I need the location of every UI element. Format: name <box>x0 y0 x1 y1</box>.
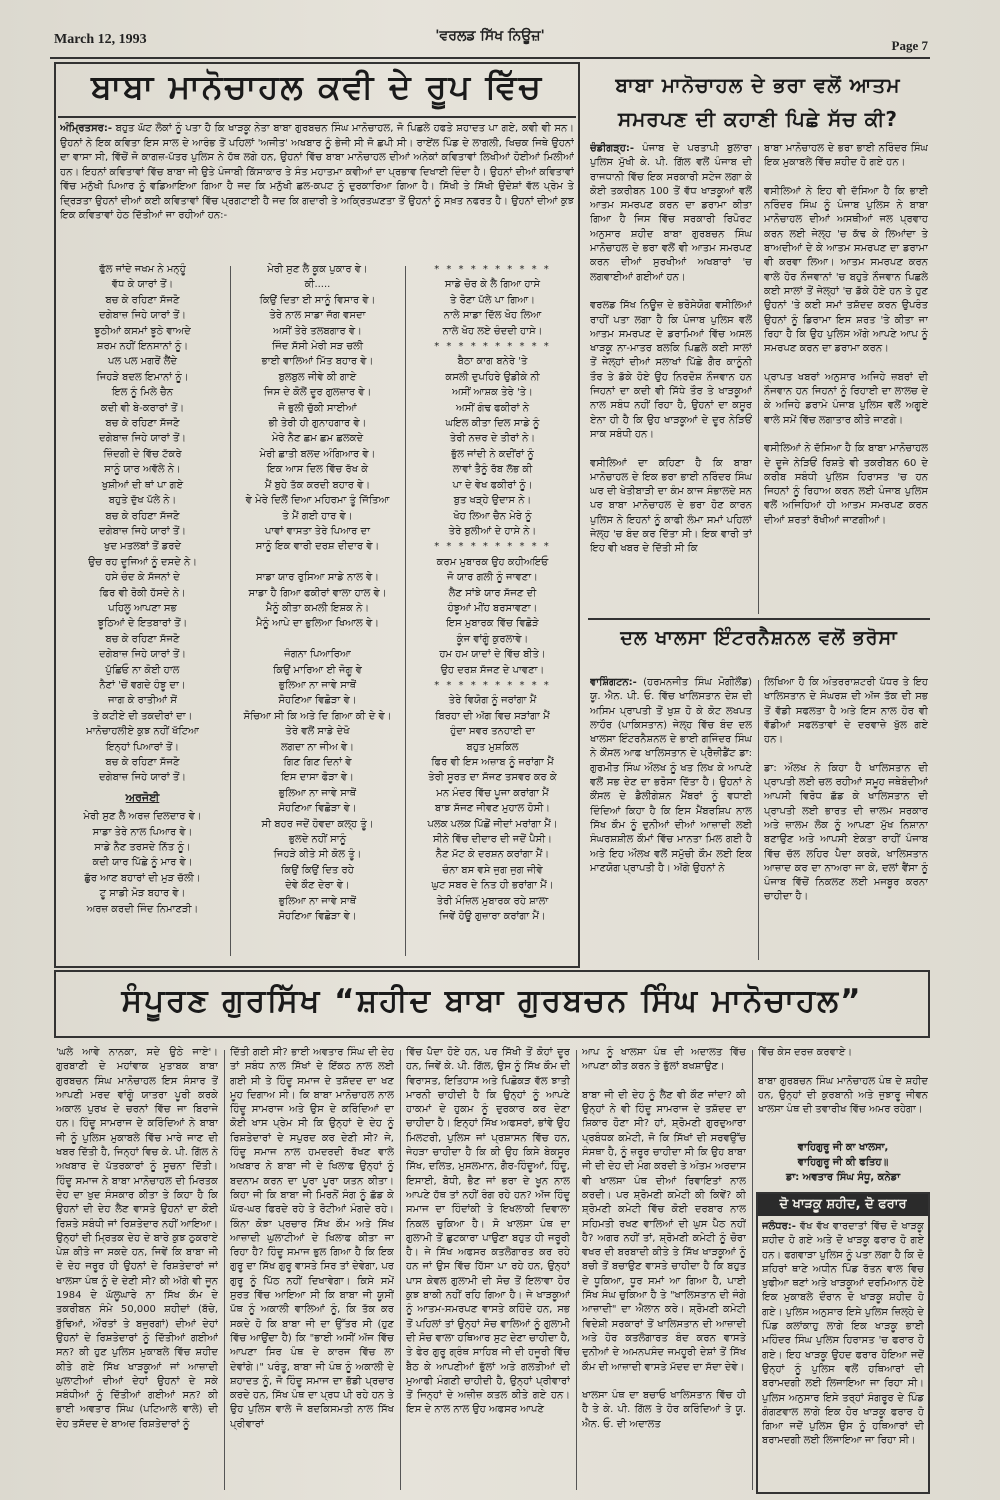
column-divider <box>752 1050 753 1490</box>
poem-line: ਨੈਣਾਂ 'ਚੋਂ ਵਗਦੇ ਹੰਝੂ ਦਾ। <box>99 679 186 691</box>
lead-text: ਬਹੁਤ ਘੱਟ ਲੋਕਾਂ ਨੂੰ ਪਤਾ ਹੈ ਕਿ ਖਾੜਕੂ ਨੇਤਾ ਬਾਬਾ ਗੁਰਬਚਨ ਸਿੰਘ ਮਾਨੋਚਾਹਲ, ਜੋ ਪਿਛਲੇ ਹਫਤੇ ਸ਼ਹਾਦਤ ਪਾ ਗਏ, ਕਵੀ ਵੀ ਸਨ। ਉਹਨਾਂ ਨੇ ਇਕ ਕਵਿਤਾ ਇਸ ਸਾਲ ਦੇ ਆਰੰਭ ਤੋਂ ਪਹਿਲਾਂ 'ਅਜੀਤ' ਅਖਬਾਰ ਨੂੰ ਭੇਜੀ ਸੀ ਜੋ ਛਪੀ ਸੀ। ਰਾਏਂਲ ਪਿੰਡ ਦੇ ਲਾਗਲੀ, ਖਿਚਕ ਜਿਥੇ ਉਹਨਾਂ ਦਾ ਵਾਸਾ ਸੀ, ਵਿੱਚੋਂ ਜੋ ਕਾਗਜ਼-ਪੱਤਰ ਪੁਲਿਸ ਨੇ ਹੱਥ ਲਗੇ ਹਨ, ਉਹਨਾਂ ਵਿੱਚ ਬਾਬਾ ਮਾਨੋਚਾਹਲ ਦੀਆਂ ਅਨੇਕਾਂ ਕਵਿਤਾਵਾਂ ਲਿਖੀਆਂ ਹੋਈਆਂ ਮਿਲੀਆਂ ਹਨ। ਇਹਨਾਂ ਕਵਿਤਾਵਾਂ ਵਿੱਚ ਬਾਬਾ ਜੀ ਉਤੇ ਪੰਜਾਬੀ ਕਿੱਸਾਕਾਰ ਤੇ ਸੰਤ ਮਹਾਤਮਾ ਕਵੀਆਂ ਦਾ ਪ੍ਰਭਾਵ ਦਿਖਾਈ ਦਿੰਦਾ ਹੈ। ਉਹਨਾਂ ਦੀਆਂ ਕਵਿਤਾਵਾਂ ਵਿੱਚ ਮਨੁੱਖੀ ਪਿਆਰ ਨੂੰ ਵਡਿਆਇਆ ਗਿਆ ਹੈ ਜਦ ਕਿ ਮਨੁੱਖੀ ਛਲ-ਕਪਟ ਨੂੰ ਦੁਰਕਾਰਿਆ ਗਿਆ ਹੈ। ਸਿੱਖੀ ਤੇ ਸਿੱਖੀ ਉਦੇਸ਼ਾਂ ਵੱਲ ਪ੍ਰੇਮ ਤੇ ਦ੍ਰਿੜਤਾ ਉਹਨਾਂ ਦੀਆਂ ਕਈ ਕਵਿਤਾਵਾਂ ਵਿੱਚ ਪ੍ਰਗਟਾਈ ਹੈ ਜਦ ਕਿ ਗਦਾਰੀ ਤੇ ਅਕ੍ਰਿਤਘਣਤਾ ਤੋਂ ਉਹਨਾਂ ਨੂੰ ਸਖ਼ਤ ਨਫਰਤ ਹੈ। ਉਹਨਾਂ ਦੀਆਂ ਕੁਝ ਇਕ ਕਵਿਤਾਵਾਂ ਹੇਠ ਦਿੱਤੀਆਂ ਜਾ ਰਹੀਆਂ ਹਨ:- <box>60 123 574 221</box>
article-surrender-headline: ਬਾਬਾ ਮਾਨੋਚਾਹਲ ਦੇ ਭਰਾ ਵਲੋਂ ਆਤਮ ਸਮਰਪਣ ਦੀ ਕਹਾਣੀ ਪਿਛੇ ਸੱਚ ਕੀ? <box>615 73 901 131</box>
poem-line: ਨਾਲੇ ਖੋਹ ਲਏ ਚੰਦਦੀ ਹਾਸੇ। <box>442 325 543 337</box>
column-divider <box>230 266 231 956</box>
poem-line: ਸੋਹਣਿਆ ਵਿਛੋੜਾ ਵੇ। <box>278 803 357 815</box>
poem-line: ਉਹ ਦਰਸ਼ ਸੱਜਣ ਦੇ ਪਾਵਣਾ। <box>440 664 545 676</box>
poem-line: ਬੈਠਾ ਕਾਗ ਬਨੇਰੇ 'ਤੇ <box>457 356 528 368</box>
poem-line: ਵੇ ਮੇਰੇ ਦਿਲੋਂ ਦਿਆ ਮਹਿਰਮਾ ਤੂੰ ਜਿੱਤਿਆ <box>245 495 390 507</box>
poem-column-1 <box>60 262 225 962</box>
poem-line: ਲਗਦਾ ਨਾ ਜੀਅ ਵੇ। <box>281 741 354 753</box>
article-militants-headline: ਦੋ ਖਾੜਕੂ ਸ਼ਹੀਦ, ਦੋ ਫਰਾਰ <box>758 1194 928 1216</box>
poem-line: ਦੇਵੇ ਕੌਣ ਦੇਰਾ ਵੇ। <box>285 880 350 892</box>
poem-line: ਕੂੰਜ ਵਾਂਗੂੰ ਕੁਰਲਾਵੇ। <box>456 633 529 645</box>
poem-line: ਬਚ ਕੇ ਰਹਿਣਾ ਸੱਜਣੋ <box>105 294 180 306</box>
poem-line: ਪਾ ਦੇ ਵੇਖ ਫਕੀਰਾਂ ਨੂੰ। <box>452 479 533 491</box>
poem-line: ਚੰਨਾ ਬਸ ਵਸੇ ਜੁਗ ਜੁਗ ਜੀਵੇ <box>442 864 543 876</box>
poem-line: ਭੀ ਤੇਰੀ ਹੀ ਗੁਨਾਹਗਾਰ ਵੇ। <box>268 418 367 430</box>
poem-line: ਬੁਲਬੁਲ ਜੀਵੇ ਕੀ ਗਾਏ <box>278 371 357 383</box>
poem-line: ਬਿਰਹਾ ਦੀ ਅੱਗ ਵਿਚ ਸੜਾਂਗਾ ਮੈਂ <box>435 710 550 722</box>
poem-line: ਤੇਰੀ ਨਜ਼ਰ ਦੇ ਤੀਰਾਂ ਨੇ। <box>449 433 536 445</box>
poem-line: * * * * * * * * * * <box>434 541 551 553</box>
poem-line: ਝੂਠਿਆਂ ਦੇ ਇਤਬਾਰਾਂ ਤੋਂ। <box>97 618 188 630</box>
poem-line: ਦਗੇਬਾਜ਼ ਜਿਹੇ ਯਾਰਾਂ ਤੋਂ। <box>99 649 186 661</box>
article-tribute-col-5: ਵਿੱਚ ਕੇਸ ਦਰਜ਼ ਕਰਵਾਏ। ਬਾਬਾ ਗੁਰਬਚਨ ਸਿੰਘ ਮਾਨੋਚਾਹਲ ਪੰਥ ਦੇ ਸ਼ਹੀਦ ਹਨ, ਉਨ੍ਹਾਂ ਦੀ ਕੁਰਬਾਨੀ ਅਤੇ ਜੁਝਾਰੂ ਜੀਵਨ ਖਾਲਸਾ ਪੰਥ ਦੀ ਤਵਾਰੀਖ ਵਿੱਚ ਅਮਰ ਰਹੇਗਾ। <box>758 1047 928 1116</box>
poem-line: ਨੈਣ ਮੱਟ ਕੇ ਦਰਸ਼ਨ ਕਰਾਂਗਾ ਮੈਂ। <box>435 849 550 861</box>
poem-line: ਵੱਧ ਕੇ ਯਾਰਾਂ ਤੋਂ। <box>111 279 174 291</box>
poem-line: ਤੇਰੀ ਸੂਰਤ ਦਾ ਸੱਜਣ ਤਸਵਰ ਕਰ ਕੇ <box>428 772 557 784</box>
poem-line: ਜਾਗ ਕੇ ਰਾਤੀਆਂ ਸੋਂ <box>108 695 177 707</box>
poem-line: * * * * * * * * * * <box>434 679 551 691</box>
dateline: ਚੰਡੀਗੜ੍ਹ:- <box>590 143 635 154</box>
poem-line: ਮਾਨੋਚਾਹਲੀਏ ਕੁਝ ਨਹੀਂ ਖੱਟਿਆ <box>86 726 199 738</box>
column-divider <box>758 146 759 614</box>
poem-line: ਕਦੀ ਵੀ ਬੇ-ਕਰਾਰਾਂ ਤੋਂ। <box>100 402 185 414</box>
poem-line: ਬਚ ਕੇ ਰਹਿਣਾ ਸੱਜਣੋ <box>105 757 180 768</box>
poem-line: ਜੋ ਭੁਲੀ ਚੁੱਕੀ ਸਾਈਆਂ <box>278 402 357 414</box>
poem-line: ਅਸੀਂ ਗੰਢ ਫਕੀਰਾਂ ਨੇ <box>456 402 529 414</box>
article-text: ਪੰਜਾਬ ਦੇ ਪਰਤਾਪੀ ਬੁਲਾਰਾ ਪੁਲਿਸ ਮੁੱਖੀ ਕੇ. ਪੀ. ਗਿੱਲ ਵਲੋਂ ਪੰਜਾਬ ਦੀ ਰਾਜਧਾਨੀ ਵਿੱਚ ਇਕ ਸਰਕਾਰੀ ਸਟੇਜ ਲਗਾ ਕੇ ਕੋਈ ਤਕਰੀਬਨ 100 ਤੋਂ ਵੱਧ ਖਾੜਕੂਆਂ ਵਲੋਂ ਆਤਮ ਸਮਰਪਣ ਕਰਨ ਦਾ ਡਰਾਮਾ ਕੀਤਾ ਗਿਆ ਹੈ ਜਿਸ ਵਿੱਚ ਸਰਕਾਰੀ ਰਿਪੋਰਟ ਅਨੁਸਾਰ ਸ਼ਹੀਦ ਬਾਬਾ ਗੁਰਬਚਨ ਸਿੰਘ ਮਾਨੋਚਾਹਲ ਦੇ ਭਰਾ ਵਲੋਂ ਵੀ ਆਤਮ ਸਮਰਪਣ ਕਰਨ ਦੀਆਂ ਸੁਰਖੀਆਂ ਅਖਬਾਰਾਂ 'ਚ ਲਗਵਾਈਆਂ ਗਈਆਂ ਹਨ। ਵਰਲਡ ਸਿੱਖ ਨਿਊਜ਼ ਦੇ ਭਰੋਸੇਯੋਗ ਵਸੀਲਿਆਂ ਰਾਹੀਂ ਪਤਾ ਲਗਾ ਹੈ ਕਿ ਪੰਜਾਬ ਪੁਲਿਸ ਵਲੋਂ ਆਤਮ ਸਮਰਪਣ ਦੇ ਡਰਾਮਿਆਂ ਵਿੱਚ ਅਸਲ ਖਾੜਕੂ ਨਾ-ਮਾਤਰ ਬਲਕਿ ਪਿਛਲੇ ਕਈ ਸਾਲਾਂ ਤੋਂ ਜੇਲ੍ਹਾਂ ਦੀਆਂ ਸਲਾਖਾਂ ਪਿੱਛੇ ਗੈਰ ਕਾਨੂੰਨੀ ਤੌਰ ਤੇ ਡੱਕੇ ਹੋਏ ਉਹ ਨਿਰਦੋਸ਼ ਨੌਜਵਾਨ ਹਨ ਜਿਹਨਾਂ ਦਾ ਕਦੀ ਵੀ ਸਿੱਧੇ ਤੌਰ ਤੇ ਖਾੜਕੂਆਂ ਨਾਲ ਸਬੰਧ ਨਹੀਂ ਰਿਹਾ ਹੈ, ਉਹਨਾਂ ਦਾ ਕਸੂਰ ਏਨਾ ਹੀ ਹੈ ਕਿ ਉਹ ਖਾੜਕੂਆਂ ਦੇ ਦੂਰ ਨੇੜਿਓਂ ਸਾਕ ਸਬੰਧੀ ਹਨ। ਵਸੀਲਿਆਂ ਦਾ ਕਹਿਣਾ ਹੈ ਕਿ ਬਾਬਾ ਮਾਨੋਚਾਹਲ ਦੇ ਇਕ ਭਰਾ ਭਾਈ ਨਰਿੰਦਰ ਸਿੰਘ ਘਰ ਦੀ ਖੇਤੀਬਾੜੀ ਦਾ ਕੰਮ ਕਾਜ ਸੰਭਾਲਦੇ ਸਨ ਪਰ ਬਾਬਾ ਮਾਨੋਚਾਹਲ ਦੇ ਭਰਾ ਹੋਣ ਕਾਰਨ ਪੁਲਿਸ ਨੇ ਇਹਨਾਂ ਨੂੰ ਕਾਫੀ ਲੰਮਾ ਸਮਾਂ ਪਹਿਲਾਂ ਜੇਲ੍ਹ 'ਚ ਬੰਦ ਕਰ ਦਿੱਤਾ ਸੀ। ਇਕ ਵਾਰੀ ਤਾਂ ਇਹ ਵੀ ਖਬਰ ਦੇ ਦਿੱਤੀ ਸੀ ਕਿ <box>590 143 752 555</box>
signoff-line: ਡਾ: ਅਵਤਾਰ ਸਿੰਘ ਸੰਧੂ, ਕਨੇਡਾ <box>785 1172 901 1183</box>
poem-line: ਮੈਨੂੰ ਕੀਤਾ ਕਮਲੀ ਇਸ਼ਕ ਨੇ। <box>265 602 370 614</box>
poem-line: ਗਿਣ ਗਿਣ ਦਿਨਾਂ ਵੇ <box>283 757 352 768</box>
poem-line: ਮੈਂ ਬੁਹੇ ਤੱਕ ਕਰਦੀ ਬਹਾਰ ਵੇ। <box>264 479 371 491</box>
poem-line: ਬਹੁਤੇ ਦੁੱਖ ਪੱਲੇ ਨੇ। <box>108 495 177 507</box>
poem-line: ਇਸ ਮੁਬਾਰਕ ਵਿੱਚ ਵਿਛੋੜੇ <box>446 618 539 630</box>
poem-line: ਨਾਲੇ ਸਾਡਾ ਦਿੱਲ ਖੋਹ ਲਿਆ <box>443 310 542 322</box>
poem-line: ਭੁਲਿਆ ਨਾ ਜਾਵੇ ਸਾਥੋਂ <box>278 679 357 691</box>
poem-line: ਭੁਲਦੇ ਨਹੀਂ ਸਾਨੂੰ <box>288 834 347 846</box>
poem-line: ਭੁਲਿਆ ਨਾ ਜਾਵੇ ਸਾਥੋਂ <box>278 787 357 799</box>
poem-line: ਮੇਰੇ ਨੈਣ ਛਮ ਛਮ ਛਲਕਦੇ <box>271 433 364 445</box>
poem-line: ਸ਼ਰਮ ਨਹੀਂ ਇਨਸਾਨਾਂ ਨੂੰ। <box>96 341 189 353</box>
poem-line <box>235 632 400 647</box>
column-divider <box>400 1050 401 1490</box>
poem-line: ਫਿਰ ਵੀ ਇਸ ਅਜ਼ਾਬ ਨੂੰ ਜਰਾਂਗਾ ਮੈਂ <box>431 757 554 768</box>
poem-line: ਲੈਣ ਸਾਂਝੇ ਯਾਰ ਸੱਜਣ ਦੀ <box>448 587 537 599</box>
poem-line: ਅਸੀਂ ਆਸ਼ਕ ਤੇਰੇ 'ਤੇ। <box>452 387 533 399</box>
poem-line: ਅਰਜ਼ ਕਰਦੀ ਜਿੰਦ ਨਿਮਾਣੜੀ। <box>86 903 199 915</box>
poem-line: ਪਾਵਾਂ ਵਾਸਤਾ ਤੇਰੇ ਪਿਆਰ ਦਾ <box>265 525 370 537</box>
poem-line: ਦਗੇਬਾਜ਼ ਜਿਹੇ ਯਾਰਾਂ ਤੋਂ। <box>99 772 186 784</box>
poem-line: ਖੋਹ ਲਿਆ ਚੈਨ ਮੇਰੇ ਨੂੰ <box>453 510 532 522</box>
poem-line: ਭੁੱਲ ਜਾਂਦੀ ਨੇ ਕਦੀਂਰਾਂ ਨੂੰ <box>451 448 534 460</box>
poem-line: ਜ਼ਿੰਦਗੀ ਦੇ ਵਿੱਚ ਟੱਕਰੇ <box>103 448 182 460</box>
poem-line: ਤੇ ਰੋਣਾ ਪੱਲੇ ਪਾ ਗਿਆ। <box>449 294 535 306</box>
poem-line: ਘਇਲ ਕੀਤਾ ਦਿਲ ਸਾਡੇ ਨੂੰ <box>445 418 540 430</box>
paper-name: 'ਵਰਲਡ ਸਿੱਖ ਨਿਊਜ਼' <box>435 28 545 44</box>
poem-line: ਕਦੀ ਯਾਰ ਪਿੱਛੇ ਨੂੰ ਮਾਰ ਵੇ। <box>92 857 193 869</box>
poem-line: ਬਾਝ ਸੱਜਣ ਜੀਵਣ ਮੁਹਾਲ ਹੋਸੀ। <box>434 803 550 815</box>
poem-line: ਅਸੀਂ ਤੇਰੇ ਤਲਬਗਾਰ ਵੇ। <box>273 325 362 337</box>
column-divider <box>576 1050 577 1490</box>
poem-line: ਫਿਰ ਵੀ ਰੋਕੀ ਹੱਸਦੇ ਨੇ। <box>99 587 186 599</box>
poem-line: ਝੂਠੀਆਂ ਕਸਮਾਂ ਝੂਠੇ ਵਾਅਦੇ <box>94 325 191 337</box>
poem-line: ਮਨ ਮੰਦਰ ਵਿੱਚ ਪੂਜਾ ਕਰਾਂਗਾ ਮੈਂ <box>436 787 549 799</box>
poem-line: ਬਚ ਕੇ ਰਹਿਣਾ ਸੱਜਣੋ <box>105 510 180 522</box>
poem-line: ਖੁਸ਼ੀਆਂ ਦੀ ਥਾਂ ਪਾ ਗਏ <box>101 479 184 491</box>
article-tribute-col-1: 'ਘਲੇ ਆਵੇ ਨਾਨਕਾ, ਸਦੇ ਉਠੇ ਜਾਏ'। ਗੁਰਬਾਣੀ ਦੇ ਮਹਾਂਵਾਕ ਮੁਤਾਬਕ ਬਾਬਾ ਗੁਰਬਚਨ ਸਿੰਘ ਮਾਨੋਚਾਹਲ ਇਸ ਸੰਸਾਰ ਤੋਂ ਆਪਣੀ ਮਰਦ ਵਾਂਗੂੰ ਯਾਤਰਾ ਪੂਰੀ ਕਰਕੇ ਅਕਾਲ ਪੁਰਖ ਦੇ ਚਰਨਾਂ ਵਿੱਚ ਜਾ ਬਿਰਾਜੇ ਹਨ। ਹਿੰਦੂ ਸਾਮਰਾਜ ਦੇ ਕਰਿੰਦਿਆਂ ਨੇ ਬਾਬਾ ਜੀ ਨੂੰ ਪੁਲਿਸ ਮੁਕਾਬਲੇ ਵਿੱਚ ਮਾਰੇ ਜਾਣ ਦੀ ਖਬਰ ਦਿੱਤੀ ਹੈ, ਜਿਨ੍ਹਾਂ ਵਿਚ ਕੇ. ਪੀ. ਗਿੱਲ ਨੇ ਅਖਬਾਰ ਦੇ ਪੱਤਰਕਾਰਾਂ ਨੂੰ ਸੂਚਨਾ ਦਿੱਤੀ। ਹਿੰਦੂ ਸਮਾਜ ਨੇ ਬਾਬਾ ਮਾਨੋਚਾਹਲ ਦੀ ਮਿਰਤਕ ਦੇਹ ਦਾ ਖੁਦ ਸੰਸਕਾਰ ਕੀਤਾ ਤੇ ਕਿਹਾ ਹੈ ਕਿ ਉਹਨਾਂ ਦੀ ਦੇਹ ਲੈਣ ਵਾਸਤੇ ਉਹਨਾਂ ਦਾ ਕੋਈ ਰਿਸ਼ਤੇ ਸਬੰਧੀ ਜਾਂ ਰਿਸ਼ਤੇਦਾਰ ਨਹੀਂ ਆਇਆ। ਉਨ੍ਹਾਂ ਦੀ ਮ੍ਰਿਤਕ ਦੇਹ ਦੇ ਬਾਰੇ ਕੁਝ ਠੁਕਰਾਏ ਪੇਸ਼ ਕੀਤੇ ਜਾ ਸਕਦੇ ਹਨ, ਜਿਵੇਂ ਕਿ ਬਾਬਾ ਜੀ ਦੇ ਦੇਹ ਜਰੂਰ ਹੀ ਉਹਨਾਂ ਦੇ ਰਿਸ਼ਤੇਦਾਰਾਂ ਜਾਂ ਖਾਲਸਾ ਪੰਥ ਨੂੰ ਦੇ ਦੇਣੀ ਸੀ? ਕੀ ਅੱਗੇ ਵੀ ਜੂਨ 1984 ਦੇ ਘੱਲੂਘਾਰੇ ਨਾ ਸਿੱਖ ਕੌਮ ਦੇ ਤਕਰੀਬਨ ਸੰਮੇ 50,000 ਸ਼ਹੀਦਾਂ (ਬੱਚੇ, ਬੁੱਢਿਆਂ, ਔਰਤਾਂ ਤੇ ਬਜੁਰਗਾਂ) ਦੀਆਂ ਦੇਹਾਂ ਉਹਨਾਂ ਦੇ ਰਿਸ਼ਤੇਦਾਰਾਂ ਨੂੰ ਦਿੱਤੀਆਂ ਗਈਆਂ ਸਨ? ਕੀ ਹੁਣ ਪੁਲਿਸ ਮੁਕਾਬਲੇ ਵਿੱਚ ਸ਼ਹੀਦ ਕੀਤੇ ਗਏ ਸਿੱਖ ਖਾੜਕੂਆਂ ਜਾਂ ਆਜ਼ਾਦੀ ਘੁਲਾਟੀਆਂ ਦੀਆਂ ਦੇਹਾਂ ਉਹਨਾਂ ਦੇ ਸਕੇ ਸਬੰਧੀਆਂ ਨੂੰ ਦਿੱਤੀਆਂ ਗਈਆਂ ਸਨ? ਕੀ ਭਾਈ ਅਵਤਾਰ ਸਿੰਘ (ਪਟਿਆਲੇ ਵਾਲੇ) ਦੀ ਦੇਹ ਤਸੱਦਦ ਦੇ ਬਾਅਦ ਰਿਸ਼ਤੇਦਾਰਾਂ ਨੂੰ <box>56 1047 218 1430</box>
poem-column-2 <box>235 262 400 962</box>
poem-line: ਜੋ ਯਾਰ ਗਲੀ ਨੂੰ ਜਾਵਣਾ। <box>447 572 538 584</box>
article-dalkhalsa-col-2: ਲਿਖਿਆ ਹੈ ਕਿ ਅੰਤਰਰਾਸ਼ਟਰੀ ਪੱਧਰ ਤੇ ਇਹ ਖਾਲਿਸਤਾਨ ਦੇ ਸੰਘਰਸ਼ ਦੀ ਅੱਜ ਤੱਕ ਦੀ ਸਭ ਤੋਂ ਵੱਡੀ ਸਫਲਤਾ ਹੈ ਅਤੇ ਇਸ ਨਾਲ ਹੋਰ ਵੀ ਵੱਡੀਆਂ ਸਫਲਤਾਵਾਂ ਦੇ ਦਰਵਾਜ਼ੇ ਖੁੱਲ ਗਏ ਹਨ। ਡਾ: ਔਲਖ ਨੇ ਕਿਹਾ ਹੈ ਖਾਲਿਸਤਾਨ ਦੀ ਪ੍ਰਾਪਤੀ ਲਈ ਚਲ ਰਹੀਆਂ ਸਮੂਹ ਜਥੇਬੰਦੀਆਂ ਆਪਸੀ ਵਿਰੋਧ ਛੱਡ ਕੇ ਖਾਲਿਸਤਾਨ ਦੀ ਪ੍ਰਾਪਤੀ ਲਈ ਭਾਰਤ ਦੀ ਜ਼ਾਲਮ ਸਰਕਾਰ ਅਤੇ ਜ਼ਾਲਮ ਲੋਕ ਨੂੰ ਆਪਣਾ ਮੁੱਖ ਨਿਸ਼ਾਨਾ ਬਣਾਉਣ ਅਤੇ ਆਪਸੀ ਏਕਤਾ ਰਾਹੀਂ ਪੰਜਾਬ ਵਿੱਚ ਚੱਲ ਲਹਿਰ ਪੈਦਾ ਕਰਕੇ, ਖਾਲਿਸਤਾਨ ਆਜ਼ਾਦ ਕਰ ਦਾ ਨਾਅਰਾ ਜਾ ਕੇ, ਦਲਾਂ ਵੈਂਸਾ ਨੂੰ ਪੰਜਾਬ ਵਿੱਚੋਂ ਨਿਕਲਣ ਲਈ ਮਜਬੂਰ ਕਰਨਾ ਚਾਹੀਦਾ ਹੈ। <box>764 677 928 903</box>
poem-line: ਇਸ ਦਾਸਾ ਫੋੜਾ ਵੇ। <box>281 772 354 784</box>
poem-line: ਤੇਰੇ ਬੁਲੀਆਂ ਦੇ ਹਾਸੇ ਨੇ। <box>448 525 537 537</box>
poem-line: ਮੇਰੀ ਸੁਣ ਲੈ ਅਰਜ਼ ਦਿਲਦਾਰ ਵੇ। <box>83 811 202 823</box>
poem-line: ਇਨ੍ਹਾਂ ਪਿਆਰਾਂ ਤੋਂ। <box>106 741 179 753</box>
poem-line: ਮੇਰੀ ਛਾਤੀ ਬਲਦ ਅੰਗਿਆਰ ਵੇ। <box>259 448 376 460</box>
column-divider <box>224 1050 225 1490</box>
poem-line: ਸਾਨੂੰ ਇਕ ਵਾਰੀ ਦਰਸ਼ ਦੀਦਾਰ ਵੇ। <box>255 541 380 553</box>
poem-line: ਲਾਵਾਂ ਤੈਨੂੰ ਰੱਬ ਲੱਭ ਕੀ <box>452 464 533 476</box>
article-poet-headline: ਬਾਬਾ ਮਾਨੋਚਾਹਲ ਕਵੀ ਦੇ ਰੂਪ ਵਿੱਚ <box>91 67 543 106</box>
poem-line: ਸਾਡਾ ਤੇਰੇ ਨਾਲ ਪਿਆਰ ਵੇ। <box>92 826 193 838</box>
poem-line: ਬਚ ਕੇ ਰਹਿਣਾ ਸੱਜਣੋ <box>105 633 180 645</box>
poem-column-3 <box>410 262 575 962</box>
poem-line: ਤੇਰੇ ਵਿਯੋਗ ਨੂੰ ਜਰਾਂਗਾ ਮੈਂ <box>448 695 537 707</box>
poem-line: ਹੰਝੂਆਂ ਮੀਂਹ ਬਰਸਾਵਣਾ। <box>447 602 538 614</box>
poem-line: ਸਾਡੇ ਚੋਰ ਕੇ ਲੈ ਗਿਆ ਹਾਸੇ <box>444 279 541 291</box>
poem-line: ਇਲ ਨੂੰ ਮਿਲੇ ਚੈਨ <box>111 387 174 399</box>
poem-line: ਦਗੇਬਾਜ਼ ਜਿਹੇ ਯਾਰਾਂ ਤੋਂ। <box>99 433 186 445</box>
column-divider <box>758 680 759 960</box>
poem-line: ਤੇਰੀ ਮੰਜ਼ਿਲ ਮੁਬਾਰਕ ਰਹੇ ਸ਼ਾਲਾ <box>436 895 549 907</box>
poem-line: ਹਸੇ ਚੰਦ ਕੇ ਸੱਜਨਾਂ ਦੇ <box>105 572 180 584</box>
poem-line: ਹੁੰਦਾ ਸਵਰ ਤਨਹਾਈ ਦਾ <box>450 726 535 738</box>
poem-line: ਭੁਲਿਆ ਨਾ ਜਾਵੇ ਸਾਥੋਂ <box>278 895 357 907</box>
poem-line: ਪਲਕ ਪਲਕ ਪਿੱਛੋਂ ਜੀਦਾਂ ਮਰਾਂਗਾ ਮੈਂ। <box>427 818 558 830</box>
poem-line: ਕਿਉਂ ਦਿਤਾ ਈ ਸਾਨੂੰ ਵਿਸਾਰ ਵੇ। <box>259 294 376 306</box>
article-dalkhalsa-col-1 <box>590 676 752 962</box>
poem-line: ਕਸਲੀ ਦੁਪਹਿਰੇ ਉਡੀਕੇ ਨੀ <box>445 371 540 383</box>
poem-line: ਖੁਦ ਮਤਲਬਾਂ ਤੋਂ ਡਰਦੇ <box>103 541 182 553</box>
poem-line: ਕਿਉਂ ਕਿਉਂ ਦਿਤ ਰਹੇ <box>281 864 354 876</box>
poem-line: ਬੁਤ ਖੜ੍ਹੇ ਉਦਾਸ ਨੇ। <box>453 495 532 507</box>
poem-line: ਸੀਨੇ ਵਿੱਚ ਦੀਦਾਰ ਦੀ ਜਦੋਂ ਪੈਸੀ। <box>433 834 552 846</box>
article-tribute-col-2: ਦਿੱਤੀ ਗਈ ਸੀ? ਭਾਈ ਅਵਤਾਰ ਸਿੰਘ ਦੀ ਦੇਹ ਤਾਂ ਸਬੰਧ ਨਾਲ ਸਿੱਖਾਂ ਦੇ ਇੱਕਠ ਨਾਲ ਲਈ ਗਈ ਸੀ ਤੇ ਹਿੰਦੂ ਸਮਾਜ ਦੇ ਤਸ਼ੱਦਦ ਦਾ ਖਣ ਮੂਹ ਦਿਗਾਅ ਸੀ। ਕਿ ਬਾਬਾ ਮਾਨੋਚਾਹਲ ਨਾਲ ਹਿੰਦੂ ਸਾਮਰਾਜ ਅਤੇ ਉਸ ਦੇ ਕਰਿੰਦਿਆਂ ਦਾ ਕੋਈ ਖਾਸ ਪ੍ਰੇਮ ਸੀ ਕਿ ਉਨ੍ਹਾਂ ਦੇ ਦੇਹ ਨੂੰ ਰਿਸ਼ਤੇਦਾਰਾਂ ਦੇ ਸਪੁਰਦ ਕਰ ਦੇਣੀ ਸੀ? ਜੇ, ਹਿੰਦੂ ਸਮਾਜ ਨਾਲ ਹਮਦਰਦੀ ਰੱਖਣ ਵਾਲੇ ਅਖਬਾਰ ਨੇ ਬਾਬਾ ਜੀ ਦੇ ਖਿਲਾਫ ਉਨ੍ਹਾਂ ਨੂੰ ਬਦਨਾਮ ਕਰਨ ਦਾ ਪੂਰਾ ਪੂਰਾ ਯਤਨ ਕੀਤਾ। ਕਿਹਾ ਜੀ ਕਿ ਬਾਬਾ ਜੀ ਮਿਰਨੋਂ ਸੰਗ ਨੂੰ ਛੱਡ ਕੇ ਘੱਰ-ਘਰ ਫਿਰਦੇ ਰਹੇ ਤੇ ਰੋਟੀਆਂ ਮੰਗਦੇ ਰਹੇ। ਕਿੰਨਾ ਕੋਝਾ ਪ੍ਰਚਾਰ ਸਿੱਖ ਕੌਮ ਅਤੇ ਸਿੱਖ ਆਜ਼ਾਦੀ ਘੁਲਾਟੀਆਂ ਦੇ ਖਿਲਾਫ ਕੀਤਾ ਜਾ ਰਿਹਾ ਹੈ? ਹਿੰਦੂ ਸਮਾਜ ਭੁਲ ਗਿਆ ਹੈ ਕਿ ਇਕ ਗੁਰੂ ਦਾ ਸਿੱਖ ਗੁਰੂ ਵਾਸਤੇ ਸਿਰ ਤਾਂ ਦੇਵੇਗਾ, ਪਰ ਗੁਰੂ ਨੂੰ ਪਿੱਠ ਨਹੀਂ ਦਿਖਾਵੇਗਾ। ਕਿਸੇ ਸਮੇਂ ਸੁਰਤ ਵਿੱਚ ਆਇਆ ਸੀ ਕਿ ਬਾਬਾ ਜੀ ਯੂਸੀਂ ਪੱਥ ਨੂੰ ਅਕਾਲੀ ਵਾਲਿਆਂ ਨੂੰ, ਕਿ ਤੱਕ ਕਰ ਸਕਦੇ ਹੋ ਕਿ ਬਾਬਾ ਜੀ ਦਾ ਉੱਤਰ ਸੀ (ਹੁਣ ਵਿੱਚ ਆਉਂਦਾ ਹੈ) ਕਿ "ਭਾਈ ਅਸੀਂ ਅੱਜ ਵਿੱਚ ਆਪਣਾ ਸਿਰ ਪੰਥ ਦੇ ਕਾਰਜ ਵਿੱਚ ਲਾ ਦੇਵਾਂਗੇ।" ਪਰੰਤੂ, ਬਾਬਾ ਜੀ ਪੰਥ ਨੂੰ ਅਕਾਲੀ ਦੇ ਸ਼ਹਾਦਤ ਨੂੰ, ਜੋ ਹਿੰਦੂ ਸਮਾਜ ਦਾ ਭੱਡੀ ਪ੍ਰਚਾਰ ਕਰਦੇ ਹਨ, ਸਿੱਖ ਪੰਥ ਦਾ ਪ੍ਰਧ ਪੀ ਰਹੇ ਹਨ ਤੇ ਉਹ ਪੁਲਿਸ ਵਾਲੇ ਜੋ ਬਦਕਿਸਮਤੀ ਨਾਲ ਸਿੱਖ ਪ੍ਰੀਵਾਰਾਂ <box>230 1047 394 1430</box>
dateline: ਜਲੰਧਰ:- <box>762 1221 796 1232</box>
poem-line: ਜਿਵੇਂ ਹੋਊ ਗੁਜ਼ਾਰਾ ਕਰਾਂਗਾ ਮੈਂ। <box>439 911 546 923</box>
poem-line: ਬਚ ਕੇ ਰਹਿਣਾ ਸੱਜਣੋ <box>105 418 180 430</box>
poem-line: ਇਕ ਆਸ ਦਿਲ ਵਿੱਚ ਰੱਖ ਕੇ <box>266 464 369 476</box>
poem-line: ਸਾਨੂੰ ਯਾਰ ਅਵੱਲੇ ਨੇ। <box>104 464 181 476</box>
article-text: (ਹਰਮਨਜੀਤ ਸਿੰਘ ਮੋਗੀਲੌਂਡ) ਯੂ. ਐਨ. ਪੀ. ਓ. ਵਿੱਚ ਖਾਲਿਸਤਾਨ ਦੇਸ਼ ਦੀ ਅਸਿਮ ਪ੍ਰਾਪਤੀ ਤੋਂ ਖੁਸ਼ ਹੋ ਕੇ ਕੋਟ ਲਖਪਤ ਲਾਹੌਰ (ਪਾਕਿਸਤਾਨ) ਜੇਲ੍ਹ ਵਿੱਚ ਬੰਦ ਦਲ ਖਾਲਸਾ ਇੰਟਰਨੈਸ਼ਨਲ ਦੇ ਭਾਈ ਗਜਿੰਦਰ ਸਿੰਘ ਨੇ ਕੌਂਸਲ ਆਫ ਖਾਲਿਸਤਾਨ ਦੇ ਪ੍ਰੈਜ਼ੀਡੈਂਟ ਡਾ: ਗੁਰਮੀਤ ਸਿੰਘ ਔਲਖ ਨੂੰ ਖਤ ਲਿਖ ਕੇ ਆਪਣੇ ਵਲੋਂ ਸਭ ਦੇਣ ਦਾ ਭਰੋਸਾ ਦਿੱਤਾ ਹੈ। ਉਹਨਾਂ ਨੇ ਕੌਂਸਲ ਦੇ ਡੈਲੀਗੇਸ਼ਨ ਮੈਂਬਰਾਂ ਨੂੰ ਵਧਾਈ ਦਿੰਦਿਆਂ ਕਿਹਾ ਹੈ ਕਿ ਇਸ ਮੈਂਬਰਸ਼ਿਪ ਨਾਲ ਸਿੱਖ ਕੌਮ ਨੂੰ ਦੁਨੀਆਂ ਦੀਆਂ ਆਜ਼ਾਦੀ ਲਈ ਸੰਘਰਸ਼ਸ਼ੀਲ ਕੌਮਾਂ ਵਿੱਚ ਮਾਨਤਾ ਮਿਲ ਗਈ ਹੈ ਅਤੇ ਇਹ ਔਲਖ ਵਲੋਂ ਸਮੁੱਚੀ ਕੌਮ ਲਈ ਇਕ ਮਾਣਯੋਗ ਪ੍ਰਾਪਤੀ ਹੈ। ਅੱਗੇ ਉਹਨਾਂ ਨੇ <box>590 677 752 874</box>
poem-line: ਪਹਿਲੂ ਆਪਣਾ ਸਭ <box>108 602 177 614</box>
poem-line: ਸੋਹਣਿਆ ਵਿਛੋੜਾ ਵੇ। <box>278 911 357 923</box>
dateline: ਅੰਮ੍ਰਿਤਸਰ:- <box>60 123 113 134</box>
section-rule <box>588 618 930 620</box>
poem-line: ਸੋਚਿਆ ਸੀ ਕਿ ਅਤੇ ਦਿ ਗਿਆ ਕੀ ਦੇ ਵੇ। <box>243 710 392 722</box>
poem-line: * * * * * * * * * * <box>434 341 551 353</box>
poem-line: ਹਮ ਹਮ ਯਾਦਾਂ ਦੇ ਵਿੱਚ ਬੀਤੇ। <box>439 649 546 661</box>
dateline: ਵਾਸ਼ਿੰਗਟਨ:- <box>590 677 637 688</box>
article-dalkhalsa-headline: ਦਲ ਖਾਲਸਾ ਇੰਟਰਨੈਸ਼ਨਲ ਵਲੋਂ ਭਰੋਸਾ <box>620 627 898 649</box>
poem-line <box>235 555 400 570</box>
poem-line: ਤੇ ਮੈਂ ਗਈ ਹਾਰ ਵੇ। <box>282 510 353 522</box>
poem-line: ਭਾਈ ਵਾਲਿਆਂ ਮਿੱਤ ਬਹਾਰ ਵੇ। <box>261 356 374 368</box>
poem-line: ਤੇਰੇ ਨਾਲ ਸਾਡਾ ਜੱਗ ਵਸਦਾ <box>269 310 366 322</box>
poem-line: ਮੇਰੀ ਸੁਣ ਲੈ ਕੂਕ ਪੁਕਾਰ ਵੇ। <box>267 264 368 275</box>
poem-line: ਸੋਹਣਿਆ ਵਿਛੋੜਾ ਵੇ। <box>278 695 357 707</box>
poem-line: ਜੰਗਨਾ ਪਿਆਰਿਆ <box>284 649 351 661</box>
poem-line: ਛੁੱਰ ਆਣ ਬਹਾਰਾਂ ਦੀ ਮੁੜ ਚੱਲੀ। <box>84 872 201 884</box>
poem-line: ਜਿਸ ਦੇ ਕੋਲੋਂ ਦੂਰ ਗੁਲਜ਼ਾਰ ਵੇ। <box>263 387 372 399</box>
article-tribute-col-3: ਵਿੱਚ ਪੈਦਾ ਹੋਏ ਹਨ, ਪਰ ਸਿੱਖੀ ਤੋਂ ਕੋਹਾਂ ਦੂਰ ਹਨ, ਜਿਵੇਂ ਕੇ. ਪੀ. ਗਿੱਲ, ਉਸ ਨੂੰ ਸਿੱਖ ਕੌਮ ਦੀ ਵਿਰਾਸਤ, ਇਤਿਹਾਸ ਅਤੇ ਪਿਛੋਕੜ ਵੱਲ ਝਾਤੀ ਮਾਰਨੀ ਚਾਹੀਦੀ ਹੈ ਕਿ ਉਨ੍ਹਾਂ ਨੂੰ ਆਪਣੇ ਹਾਕਮਾਂ ਦੇ ਹੁਕਮ ਨੂੰ ਦੁਰਕਾਰ ਕਰ ਦੇਣਾ ਚਾਹੀਦਾ ਹੈ। ਇਨ੍ਹਾਂ ਸਿੱਖ ਅਫਸਰਾਂ, ਭਾਂਵੇ ਉਹ ਮਿਲਟਰੀ, ਪੁਲਿਸ ਜਾਂ ਪ੍ਰਸ਼ਾਸਨ ਵਿੱਚ ਹਨ, ਜੇਹੜਾ ਚਾਹੀਦਾ ਹੈ ਕਿ ਕੀ ਉਹ ਕਿਸੇ ਬੇਕਸੂਰ ਸਿੱਖ, ਦਲਿਤ, ਮੁਸਲਮਾਨ, ਗੈਰ-ਹਿੰਦੂਆਂ, ਹਿੰਦੂ, ਇਸਾਈ, ਬੋਧੀ, ਭੈਣ ਜਾਂ ਭਰਾ ਦੇ ਖੂਨ ਨਾਲ ਆਪਣੇ ਹੱਥ ਤਾਂ ਨਹੀਂ ਰੰਗ ਰਹੇ ਹਨ? ਅੱਜ ਹਿੰਦੂ ਸਮਾਜ ਦਾ ਹਿੰਦਾਂਕੀ ਤੇ ਇਖਲਾਕੀ ਦਿਵਾਲਾ ਨਿਕਲ ਚੁਕਿਆ ਹੈ। ਸੋ ਖਾਲਸਾ ਪੰਥ ਦਾ ਗੁਲਾਮੀ ਤੋਂ ਛੁਟਕਾਰਾ ਪਾਉਣਾ ਬਹੁਤ ਹੀ ਜਰੂਰੀ ਹੈ। ਜੇ ਸਿੱਖ ਅਫਸਰ ਕਤਲੋਗਾਰਤ ਕਰ ਰਹੇ ਹਨ ਜਾਂ ਉਸ ਵਿੱਚ ਹਿੱਸਾ ਪਾ ਰਹੇ ਹਨ, ਉਨ੍ਹਾਂ ਪਾਸ ਕੇਵਲ ਗੁਲਾਮੀ ਦੀ ਸੋਚ ਤੋਂ ਇਲਾਵਾ ਹੋਰ ਕੁਝ ਬਾਕੀ ਨਹੀਂ ਰਹਿ ਗਿਆ ਹੈ। ਜੇ ਖਾੜਕੂਆਂ ਨੂੰ ਆਤਮ-ਸਮਰਪਣ ਵਾਸਤੇ ਕਹਿੰਦੇ ਹਨ, ਸਭ ਤੋਂ ਪਹਿਲਾਂ ਤਾਂ ਉਨ੍ਹਾਂ ਸੋਚ ਵਾਲਿਆਂ ਨੂੰ ਗੁਲਾਮੀ ਦੀ ਸੋਚ ਵਾਲਾ ਹਥਿਆਰ ਸੁਟ ਦੇਣਾ ਚਾਹੀਦਾ ਹੈ, ਤੇ ਫੇਰ ਗੁਰੂ ਗ੍ਰੰਥ ਸਾਹਿਬ ਜੀ ਦੀ ਹਜੂਰੀ ਵਿੱਚ ਬੈਠ ਕੇ ਆਪਣੀਆਂ ਭੁੱਲਾਂ ਅਤੇ ਗਲਤੀਆਂ ਦੀ ਮੁਆਫੀ ਮੰਗਣੀ ਚਾਹੀਦੀ ਹੈ, ਉਨ੍ਹਾਂ ਪ੍ਰੀਵਾਰਾਂ ਤੋਂ ਜਿਨ੍ਹਾਂ ਦੇ ਅਜ਼ੀਜ਼ ਕਤਲ ਕੀਤੇ ਗਏ ਹਨ। ਇਸ ਦੇ ਨਾਲ ਨਾਲ ਉਹ ਅਫਸਰ ਆਪਣੇ <box>406 1047 570 1416</box>
poem-line: ਸਾਡਾ ਹੈ ਗਿਆ ਫਕੀਰਾਂ ਵਾਲਾ ਹਾਲ ਵੇ। <box>248 587 387 599</box>
poem-line: ਟੂ ਸਾਡੀ ਮੋੜ ਬਹਾਰ ਵੇ। <box>99 888 186 900</box>
article-poet-lead <box>60 122 574 260</box>
article-militants-body <box>762 1220 924 1490</box>
poem-subtitle: ਅਰਜੋਈ <box>125 790 160 804</box>
poem-line: ਘੁਟ ਸਬਰ ਦੇ ਨਿਤ ਹੀ ਭਰਾਂਗਾ ਮੈਂ। <box>431 880 554 892</box>
article-surrender-col-1 <box>590 142 752 614</box>
article-tribute-signoff <box>758 1140 928 1188</box>
issue-date: March 12, 1993 <box>54 32 147 47</box>
signoff-line: ਵਾਹਿਗੁਰੂ ਜੀ ਕਾ ਖਾਲਸਾ, <box>797 1142 889 1153</box>
poem-line: ਉਚ ਰਹ ਦੂਜਿਆਂ ਨੂੰ ਦਸਦੇ ਨੇ। <box>88 556 197 568</box>
poem-line: ਬਹੁਤ ਮੁਸ਼ਕਿਲ <box>466 741 519 753</box>
poem-line: ਫੁੱਲ ਜਾਂਦੇ ਜਖਮ ਨੇ ਮਨ੍ਹੂੰ <box>99 264 186 275</box>
poem-line: ਪੁੱਛਿਓ ਨਾ ਕੋਈ ਹਾਲ <box>105 664 180 676</box>
poem-line: ਕਰਮ ਮੁਬਾਰਕ ਉਹ ਕਹੀਅਇਓ <box>436 556 549 568</box>
poem-line: ਸਾਡਾ ਯਾਰ ਰੁਸਿਆ ਸਾਡੇ ਨਾਲ ਵੇ। <box>255 572 380 584</box>
poem-line: ਜਿਹੜੇ ਕੀਤੇ ਸੀ ਕੋਲ ਤੂੰ। <box>273 849 362 861</box>
headline-rule <box>58 116 576 118</box>
poem-line: ਮੈਨੂੰ ਆਪੇ ਦਾ ਭੁਲਿਆ ਖਿਆਲ ਵੇ। <box>256 618 379 630</box>
poem-line: ਜਿੰਦ ਸੱਸੀ ਮੇਰੀ ਸੜ ਚਲੀ <box>272 341 363 353</box>
article-text: ਵੱਖ ਵੱਖ ਵਾਰਦਾਤਾਂ ਵਿੱਚ ਦੋ ਖਾੜਕੂ ਸ਼ਹੀਦ ਹੋ ਗਏ ਅਤੇ ਦੋ ਖਾੜਕੂ ਫਰਾਰ ਹੋ ਗਏ ਹਨ। ਫਗਵਾੜਾ ਪੁਲਿਸ ਨੂੰ ਪਤਾ ਲਗਾ ਹੈ ਕਿ ਦੋ ਸ਼ਹਿਰਾਂ ਥਾਣੇ ਅਧੀਨ ਪਿੰਡ ਰੱਤਨ ਵਾਲ ਵਿਚ ਖੁਫੀਆ ਥਣਾਂ ਅਤੇ ਖਾੜਕੂਆਂ ਦਰਮਿਆਨ ਹੋਏ ਇਕ ਮੁਕਾਬਲੇ ਦੌਰਾਨ ਦੋ ਖਾੜਕੂ ਸ਼ਹੀਦ ਹੋ ਗਏ। ਪੁਲਿਸ ਅਨੁਸਾਰ ਇਸੇ ਪੁਲਿਸ ਜ਼ਿਲ੍ਹੇ ਦੇ ਪਿੰਡ ਕਲਾਂਕਾਹੁ ਲਾਗੇ ਇਕ ਖਾੜਕੂ ਭਾਈ ਮਹਿੰਦਰ ਸਿੰਘ ਪੁਲਿਸ ਹਿਰਾਸਤ 'ਚ ਫਰਾਰ ਹੋ ਗਏ। ਇਹ ਖਾੜਕੂ ਉਹਦ ਫਰਾਰ ਹੋਇਆ ਜਦੋਂ ਉਨ੍ਹਾਂ ਨੂੰ ਪੁਲਿਸ ਵਲੋਂ ਹਥਿਆਰਾਂ ਦੀ ਬਰਾਮਦਗੀ ਲਈ ਲਿਜਾਇਆ ਜਾ ਰਿਹਾ ਸੀ। ਪੁਲਿਸ ਅਨੁਸਾਰ ਇਸੇ ਤਰ੍ਹਾਂ ਸੰਗਰੂਰ ਦੇ ਪਿੰਡ ਗੰਗਣਵਾਲ ਲਾਗੇ ਇਕ ਹੋਰ ਖਾੜਕੂ ਫਰਾਰ ਹੋ ਗਿਆ ਜਦੋਂ ਪੁਲਿਸ ਉਸ ਨੂੰ ਹਥਿਆਰਾਂ ਦੀ ਬਰਾਮਦਗੀ ਲਈ ਲਿਜਾਇਆ ਜਾ ਰਿਹਾ ਸੀ। <box>762 1221 924 1447</box>
poem-line: ਦਗੇਬਾਜ਼ ਜਿਹੇ ਯਾਰਾਂ ਤੋਂ। <box>99 310 186 322</box>
poem-line: ਤੇਰੇ ਵਲੋਂ ਸਾਡੇ ਦੇਖੋ <box>285 726 350 738</box>
column-divider <box>405 266 406 956</box>
masthead-rule <box>50 57 930 59</box>
signoff-line: ਵਾਹਿਗੁਰੂ ਜੀ ਕੀ ਫਤਿਹ॥ <box>797 1157 889 1168</box>
poem-line: ਸਾਡੇ ਨੈਣ ਤਰਸਦੇ ਨਿੱਤ ਨੂੰ। <box>94 842 191 854</box>
poem-line: ਕੀ..... <box>304 279 331 291</box>
poem-line: ਪਲ ਪਲ ਮਗਰੋਂ ਲੈਂਦੇ <box>107 356 178 368</box>
poem-line: ਜਿਹੜੇ ਬਦਲ ਇਮਾਨਾਂ ਨੂੰ। <box>96 371 189 383</box>
poem-line: ਕਿਉਂ ਮਾਰਿਆ ਈ ਜੋਗੂ ਵੇ <box>273 664 362 676</box>
article-surrender-col-2: ਬਾਬਾ ਮਾਨੋਚਾਹਲ ਦੇ ਭਰਾ ਭਾਈ ਨਰਿੰਦਰ ਸਿੰਘ ਇਕ ਮੁਕਾਬਲੇ ਵਿੱਚ ਸ਼ਹੀਦ ਹੋ ਗਏ ਹਨ। ਵਸੀਲਿਆਂ ਨੇ ਇਹ ਵੀ ਦੱਸਿਆ ਹੈ ਕਿ ਭਾਈ ਨਰਿੰਦਰ ਸਿੰਘ ਨੂੰ ਪੰਜਾਬ ਪੁਲਿਸ ਨੇ ਬਾਬਾ ਮਾਨੋਚਾਹਲ ਦੀਆਂ ਅਸਥੀਆਂ ਜਲ ਪ੍ਰਵਾਹ ਕਰਨ ਲਈ ਜੇਲ੍ਹ 'ਚ ਕੱਢ ਕੇ ਲਿਆਂਦਾ ਤੇ ਬਾਅਦੀਆਂ ਦੇ ਕੇ ਆਤਮ ਸਮਰਪਣ ਦਾ ਡਰਾਮਾ ਵੀ ਕਰਵਾ ਲਿਆ। ਆਤਮ ਸਮਰਪਣ ਕਰਨ ਵਾਲੇ ਹੋਰ ਨੌਜਵਾਨਾਂ 'ਚ ਬਹੁਤੇ ਨੌਜਵਾਨ ਪਿਛਲੇ ਕਈ ਸਾਲਾਂ ਤੋਂ ਜੇਲ੍ਹਾਂ 'ਚ ਡੱਕੇ ਹੋਏ ਹਨ ਤੇ ਹੁਣ ਉਹਨਾਂ 'ਤੇ ਕਈ ਸਮਾਂ ਤਸ਼ੱਦਦ ਕਰਨ ਉਪਰੰਤ ਉਹਨਾਂ ਨੂੰ ਡਿਰਾਮਾ ਇਸ ਸ਼ਰਤ 'ਤੇ ਕੀਤਾ ਜਾ ਰਿਹਾ ਹੈ ਕਿ ਉਹ ਪੁਲਿਸ ਅੱਗੇ ਆਪਣੇ ਆਪ ਨੂੰ ਸਮਰਪਣ ਕਰਨ ਦਾ ਡਰਾਮਾ ਕਰਨ। ਪ੍ਰਾਪਤ ਖਬਰਾਂ ਅਨੁਸਾਰ ਅਜਿਹੇ ਜ਼ਬਰਾਂ ਦੀ ਨੌਜਵਾਨ ਹਨ ਜਿਹਨਾਂ ਨੂੰ ਰਿਹਾਈ ਦਾ ਲਾਲਚ ਦੇ ਕੇ ਅਜਿਹੇ ਡਰਾਮੇ ਪੰਜਾਬ ਪੁਲਿਸ ਵਲੋਂ ਅਗੂਏ ਵਾਲੇ ਸਮੇਂ ਵਿੱਚ ਲਗਾਤਾਰ ਕੀਤੇ ਜਾਣਗੇ। ਵਸੀਲਿਆਂ ਨੇ ਦੱਸਿਆ ਹੈ ਕਿ ਬਾਬਾ ਮਾਨੋਚਾਹਲ ਦੇ ਦੂਜੇ ਨੇੜਿਓਂ ਰਿਸ਼ਤੇ ਵੀ ਤਕਰੀਬਨ 60 ਦੇ ਕਰੀਬ ਸਬੰਧੀ ਪੁਲਿਸ ਹਿਰਾਸਤ 'ਚ ਹਨ ਜਿਹਨਾਂ ਨੂੰ ਰਿਹਾਅ ਕਰਨ ਲਈ ਪੰਜਾਬ ਪੁਲਿਸ ਵਲੋਂ ਅਜਿਹਿਆਂ ਹੀ ਆਤਮ ਸਮਰਪਣ ਕਰਨ ਦੀਆਂ ਸ਼ਰਤਾਂ ਰੱਖੀਆਂ ਜਾਣਗੀਆਂ। <box>764 143 928 526</box>
poem-line: ਸੀ ਬਹਰ ਜਦੋਂ ਹੋਵਦਾ ਕਲ੍ਹ ਤੂੰ। <box>261 818 374 830</box>
article-tribute-col-4: ਆਪ ਨੂੰ ਖਾਲਸਾ ਪੰਥ ਦੀ ਅਦਾਲਤ ਵਿੱਚ ਆਪਣਾ ਕੀਤ ਕਰਨ ਤੇ ਭੁੱਲਾਂ ਬਖਸ਼ਾਉਣ। ਬਾਬਾ ਜੀ ਦੀ ਦੇਹ ਨੂੰ ਲੈਣ ਵੀ ਕੌਣ ਜਾਂਦਾ? ਕੀ ਉਨ੍ਹਾਂ ਨੇ ਵੀ ਹਿੰਦੂ ਸਾਮਰਾਜ ਦੇ ਤਸ਼ੱਦਦ ਦਾ ਸ਼ਿਕਾਰ ਹੋਣਾ ਸੀ? ਹਾਂ, ਸ਼੍ਰੋਮਣੀ ਗੁਰਦੁਆਰਾ ਪ੍ਰਬੰਧਕ ਕਮੇਟੀ, ਜੋ ਕਿ ਸਿੱਖਾਂ ਦੀ ਸਰਵਉੱਚ ਸੰਸਥਾ ਹੈ, ਨੂੰ ਜ਼ਰੂਰ ਚਾਹੀਦਾ ਸੀ ਕਿ ਉਹ ਬਾਬਾ ਜੀ ਦੀ ਦੇਹ ਦੀ ਮੰਗ ਕਰਦੀ ਤੇ ਅੰਤਮ ਅਰਦਾਸ ਵੀ ਖਾਲਸਾ ਪੰਥ ਦੀਆਂ ਰਿਵਾਇਤਾਂ ਨਾਲ ਕਰਦੀ। ਪਰ ਸ਼੍ਰੋਮਣੀ ਕਮੇਟੀ ਕੀ ਕਿਵੇਂ? ਕੀ ਸ਼੍ਰੋਮਣੀ ਕਮੇਟੀ ਵਿੱਚ ਕੋਈ ਦਰਬਾਰ ਨਾਲ ਸਹਿਮਤੀ ਰਖਣ ਵਾਲਿਆਂ ਦੀ ਘੁਸ ਪੈਠ ਨਹੀਂ ਹੈ? ਅਗਰ ਨਹੀਂ ਤਾਂ, ਸ਼੍ਰੋਮਣੀ ਕਮੇਟੀ ਨੂੰ ਚੋਰਾ ਵਖਰ ਦੀ ਬਰਬਾਦੀ ਕੀਤੇ ਤੇ ਸਿੱਖ ਖਾੜਕੂਆਂ ਨੂੰ ਬਚੀ ਤੋਂ ਬਚਾਉਣ ਵਾਸਤੇ ਚਾਹੀਦਾ ਹੈ ਕਿ ਬਹੁਤ ਦੇ ਧੂਕਿਆ, ਧੂਰ ਸਮਾਂ ਆ ਗਿਆ ਹੈ, ਪਾਈ ਸਿੱਖ ਸੰਘ ਚੁਕਿਆ ਹੈ ਤੇ "ਖਾਲਿਸਤਾਨ ਦੀ ਜੰਗੇ ਆਜ਼ਾਦੀ" ਦਾ ਐਲਾਨ ਕਰੇ। ਸ਼੍ਰੋਮਣੀ ਕਮੇਟੀ ਵਿਦੇਸ਼ੀ ਸਰਕਾਰਾਂ ਤੋਂ ਖਾਲਿਸਤਾਨ ਦੀ ਆਜ਼ਾਦੀ ਅਤੇ ਹੋਰ ਕਤਲੋਗਾਰਤ ਬੰਦ ਕਰਨ ਵਾਸਤੇ ਦੁਨੀਆਂ ਦੇ ਅਮਨਪਸੰਦ ਜਮਹੂਰੀ ਦੇਸ਼ਾਂ ਤੋਂ ਸਿੱਖ ਕੌਮ ਦੀ ਆਜ਼ਾਦੀ ਵਾਸਤੇ ਮੱਦਦ ਦਾ ਸੱਦਾ ਦੇਵੇ। ਖਾਲਸਾ ਪੰਥ ਦਾ ਬਚਾਓ ਖਾਲਿਸਤਾਨ ਵਿੱਚ ਹੀ ਹੈ ਤੇ ਕੇ. ਪੀ. ਗਿੱਲ ਤੇ ਹੋਰ ਕਰਿੰਦਿਆਂ ਤੇ ਯੂ. ਐਨ. ਓ. ਦੀ ਅਦਾਲਤ <box>582 1047 746 1430</box>
masthead <box>50 26 930 56</box>
article-tribute-headline: ਸੰਪੂਰਣ ਗੁਰਸਿੱਖ “ਸ਼ਹੀਦ ਬਾਬਾ ਗੁਰਬਚਨ ਸਿੰਘ ਮਾਨੋਚਾਹਲ” <box>121 983 863 1019</box>
poem-line: * * * * * * * * * * <box>434 264 551 275</box>
page-number: Page 7 <box>891 38 928 53</box>
poem-line: ਤੇ ਕਟੀਏ ਦੀ ਤਕਦੀਰਾਂ ਦਾ। <box>92 710 193 722</box>
poem-line: ਦਗੇਬਾਜ਼ ਜਿਹੇ ਯਾਰਾਂ ਤੋਂ। <box>99 525 186 537</box>
